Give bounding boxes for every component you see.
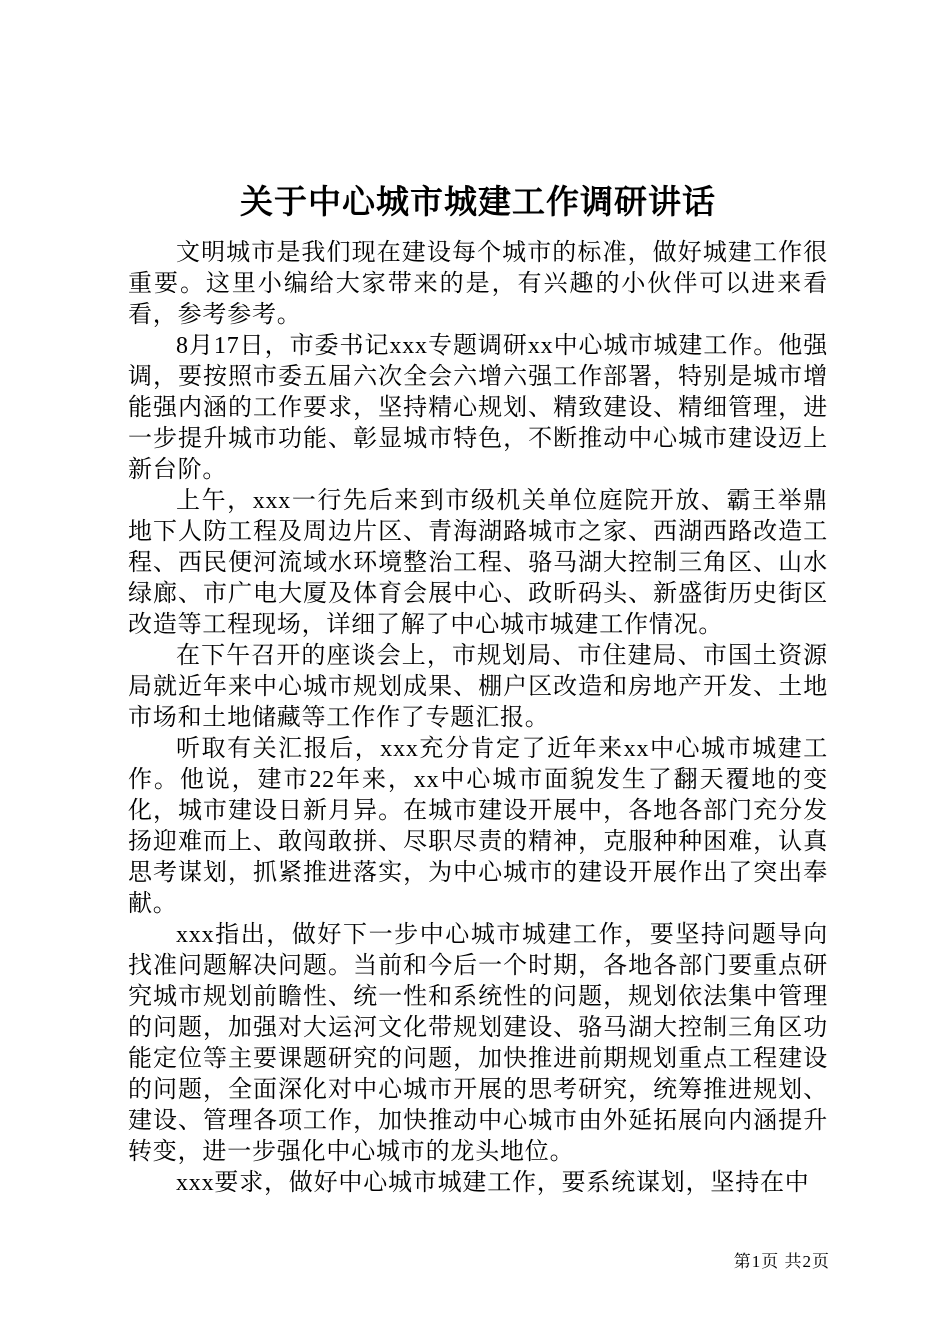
document-body <box>128 238 828 1199</box>
paragraph: 上午，xxx一行先后来到市级机关单位庭院开放、霸王举鼎地下人防工程及周边片区、青海湖路城市之家、西湖西路改造工程、西民便河流域水环境整治工程、骆马湖大控制三角区、山水绿廊、市广电大厦及体育会展中心、政昕码头、新盛街历史街区改造等工程现场，详细了解了中心城市城建工作情况。 <box>128 488 828 638</box>
page-number-footer: 第1页 共2页 <box>733 1252 830 1271</box>
paragraph: 在下午召开的座谈会上，市规划局、市住建局、市国土资源局就近年来中心城市规划成果、棚户区改造和房地产开发、土地市场和土地储藏等工作作了专题汇报。 <box>128 643 828 731</box>
paragraph: xxx指出，做好下一步中心城市城建工作，要坚持问题导向找准问题解决问题。当前和今后一个时期，各地各部门要重点研究城市规划前瞻性、统一性和系统性的问题，规划依法集中管理的问题，加强对大运河文化带规划建设、骆马湖大控制三角区功能定位等主要课题研究的问题，加快推进前期规划重点工程建设的问题，全面深化对中心城市开展的思考研究，统筹推进规划、建设、管理各项工作，加快推动中心城市由外延拓展向内涵提升转变，进一步强化中心城市的龙头地位。 <box>128 922 828 1165</box>
paragraph: xxx要求，做好中心城市城建工作，要系统谋划，坚持在中 <box>176 1170 810 1196</box>
paragraph: 8月17日，市委书记xxx专题调研xx中心城市城建工作。他强调，要按照市委五届六次全会六增六强工作部署，特别是城市增能强内涵的工作要求，坚持精心规划、精致建设、精细管理，进一步提升城市功能、彰显城市特色，不断推动中心城市建设迈上新台阶。 <box>128 333 828 483</box>
paragraph: 听取有关汇报后，xxx充分肯定了近年来xx中心城市城建工作。他说，建市22年来，xx中心城市面貌发生了翻天覆地的变化，城市建设日新月异。在城市建设开展中，各地各部门充分发扬迎难而上、敢闯敢拼、尽职尽责的精神，克服种种困难，认真思考谋划，抓紧推进落实，为中心城市的建设开展作出了突出奉献。 <box>128 736 828 917</box>
document-title: 关于中心城市城建工作调研讲话 <box>240 185 716 221</box>
paragraph: 文明城市是我们现在建设每个城市的标准，做好城建工作很重要。这里小编给大家带来的是，有兴趣的小伙伴可以进来看看，参考参考。 <box>128 240 828 328</box>
